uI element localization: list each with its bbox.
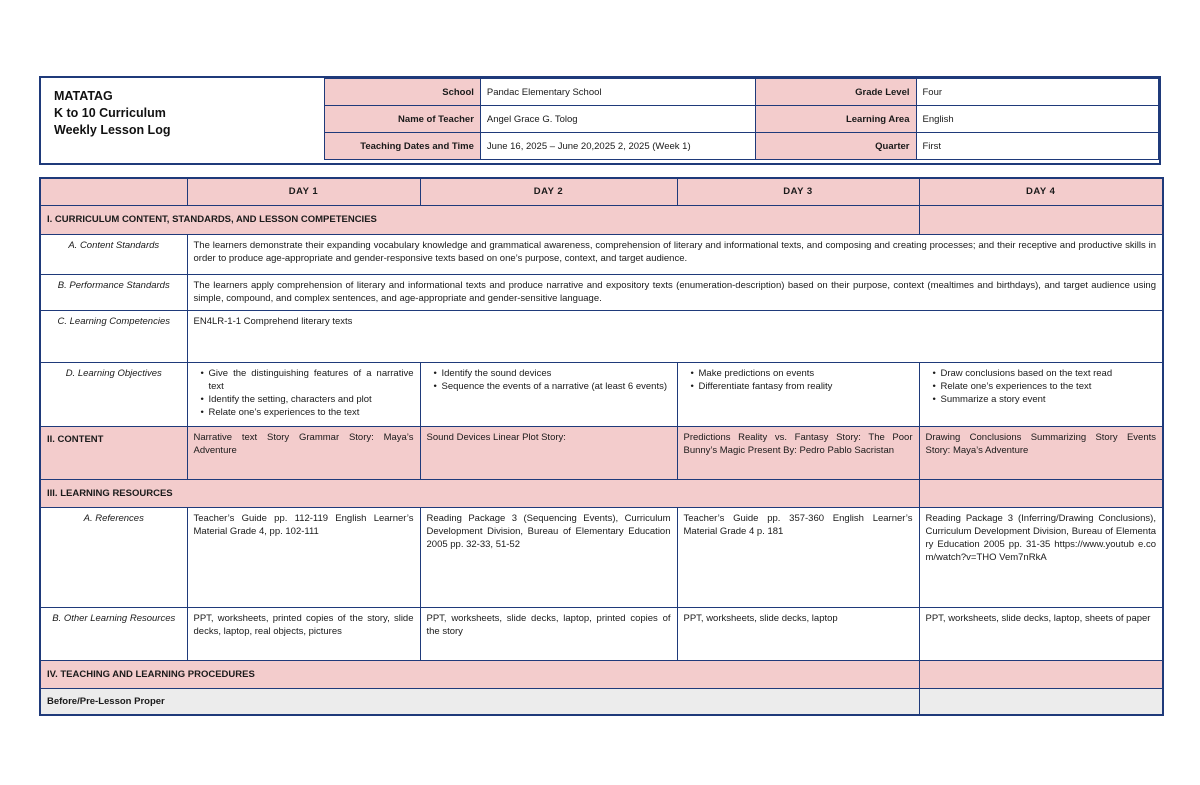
corner-cell — [40, 178, 187, 205]
resources-section-blank — [919, 479, 1163, 507]
header-info-table — [324, 78, 1159, 160]
objectives-day-4 — [919, 362, 1163, 426]
competencies-text: EN4LR-1-1 Comprehend literary texts — [187, 310, 1163, 362]
performance-standards-row — [40, 274, 1163, 310]
learning-area-value: English — [916, 106, 1159, 133]
resources-section-row — [40, 479, 1163, 507]
lesson-log-header — [39, 76, 1161, 165]
before-lesson-blank — [919, 688, 1163, 715]
document-title — [54, 88, 170, 139]
other-resources-day-2: PPT, worksheets, slide decks, laptop, printed copies of the story — [420, 607, 677, 660]
references-day-2: Reading Package 3 (Sequencing Events), Curriculum Development Division, Bureau of Elementary Education 2005 pp. 32-33, 51-52 — [420, 507, 677, 607]
references-row — [40, 507, 1163, 607]
day-2-header: DAY 2 — [420, 178, 677, 205]
objectives-day-1 — [187, 362, 420, 426]
teacher-value: Angel Grace G. Tolog — [480, 106, 755, 133]
references-label: A. References — [40, 507, 187, 607]
before-lesson-row — [40, 688, 1163, 715]
references-day-4: Reading Package 3 (Inferring/Drawing Conclusions), Curriculum Development Division, Bureau of Elementary Education 2005 pp. 31-35 https://www.youtub e.com/watch?v=THO Vem7nRkA — [919, 507, 1163, 607]
procedures-section-heading: IV. TEACHING AND LEARNING PROCEDURES — [40, 660, 919, 688]
grade-level-label: Grade Level — [755, 79, 916, 106]
objective-item: • Make predictions on events — [692, 367, 913, 380]
resources-section-heading: III. LEARNING RESOURCES — [40, 479, 919, 507]
objective-item: • Differentiate fantasy from reality — [692, 380, 913, 393]
content-standards-label: A. Content Standards — [40, 234, 187, 274]
school-value: Pandac Elementary School — [480, 79, 755, 106]
content-standards-row — [40, 234, 1163, 274]
content-standards-text: The learners demonstrate their expanding vocabulary knowledge and grammatical awareness, comprehension of literary and informational texts, and composing and creating processes; and their receptive and productive skills in order to produce age-appropriate and gender-responsive texts based on one’s purpose, context, and target audience. — [187, 234, 1163, 274]
content-day-4: Drawing Conclusions Summarizing Story Events Story: Maya’s Adventure — [919, 426, 1163, 479]
learning-area-label: Learning Area — [755, 106, 916, 133]
curriculum-section-row — [40, 205, 1163, 234]
objectives-day-3 — [677, 362, 919, 426]
competencies-label: C. Learning Competencies — [40, 310, 187, 362]
content-day-3: Predictions Reality vs. Fantasy Story: The Poor Bunny’s Magic Present By: Pedro Pablo Sacristan — [677, 426, 919, 479]
objectives-row — [40, 362, 1163, 426]
title-line-2: K to 10 Curriculum — [54, 106, 166, 120]
day-1-header: DAY 1 — [187, 178, 420, 205]
other-resources-day-4: PPT, worksheets, slide decks, laptop, sheets of paper — [919, 607, 1163, 660]
objective-item: • Relate one’s experiences to the text — [934, 380, 1157, 393]
objective-item: • Sequence the events of a narrative (at least 6 events) — [435, 380, 671, 393]
objective-item: • Draw conclusions based on the text read — [934, 367, 1157, 380]
before-lesson-heading: Before/Pre-Lesson Proper — [40, 688, 919, 715]
objective-item: • Give the distinguishing features of a narrative text — [202, 367, 414, 393]
other-resources-row — [40, 607, 1163, 660]
day-3-header: DAY 3 — [677, 178, 919, 205]
performance-standards-text: The learners apply comprehension of literary and informational texts and produce narrative and expository texts (enumeration-description) based on their purpose, context (mealtimes and birthdays), and target audience using simple, compound, and complex sentences, and age-appropriate and gender-sensitive language. — [187, 274, 1163, 310]
procedures-section-blank — [919, 660, 1163, 688]
curriculum-section-blank — [919, 205, 1163, 234]
title-line-3: Weekly Lesson Log — [54, 123, 171, 137]
objectives-label: D. Learning Objectives — [40, 362, 187, 426]
teaching-dates-label: Teaching Dates and Time — [325, 133, 481, 160]
references-day-1: Teacher’s Guide pp. 112-119 English Learner’s Material Grade 4, pp. 102-111 — [187, 507, 420, 607]
content-section-heading: II. CONTENT — [40, 426, 187, 479]
curriculum-section-heading: I. CURRICULUM CONTENT, STANDARDS, AND LESSON COMPETENCIES — [40, 205, 919, 234]
objective-item: • Relate one’s experiences to the text — [202, 406, 414, 419]
objectives-day-2 — [420, 362, 677, 426]
day-4-header: DAY 4 — [919, 178, 1163, 205]
content-day-2: Sound Devices Linear Plot Story: — [420, 426, 677, 479]
objective-item: • Summarize a story event — [934, 393, 1157, 406]
lesson-log-table — [39, 177, 1164, 716]
content-day-1: Narrative text Story Grammar Story: Maya’s Adventure — [187, 426, 420, 479]
performance-standards-label: B. Performance Standards — [40, 274, 187, 310]
other-resources-label: B. Other Learning Resources — [40, 607, 187, 660]
objective-item: • Identify the setting, characters and plot — [202, 393, 414, 406]
other-resources-day-1: PPT, worksheets, printed copies of the story, slide decks, laptop, real objects, pictures — [187, 607, 420, 660]
content-row — [40, 426, 1163, 479]
school-label: School — [325, 79, 481, 106]
objective-item: • Identify the sound devices — [435, 367, 671, 380]
teaching-dates-value: June 16, 2025 – June 20,2025 2, 2025 (Week 1) — [480, 133, 755, 160]
teacher-label: Name of Teacher — [325, 106, 481, 133]
competencies-row — [40, 310, 1163, 362]
other-resources-day-3: PPT, worksheets, slide decks, laptop — [677, 607, 919, 660]
references-day-3: Teacher’s Guide pp. 357-360 English Learner’s Material Grade 4 p. 181 — [677, 507, 919, 607]
quarter-label: Quarter — [755, 133, 916, 160]
grade-level-value: Four — [916, 79, 1159, 106]
title-line-1: MATATAG — [54, 89, 113, 103]
procedures-section-row — [40, 660, 1163, 688]
day-header-row — [40, 178, 1163, 205]
quarter-value: First — [916, 133, 1159, 160]
